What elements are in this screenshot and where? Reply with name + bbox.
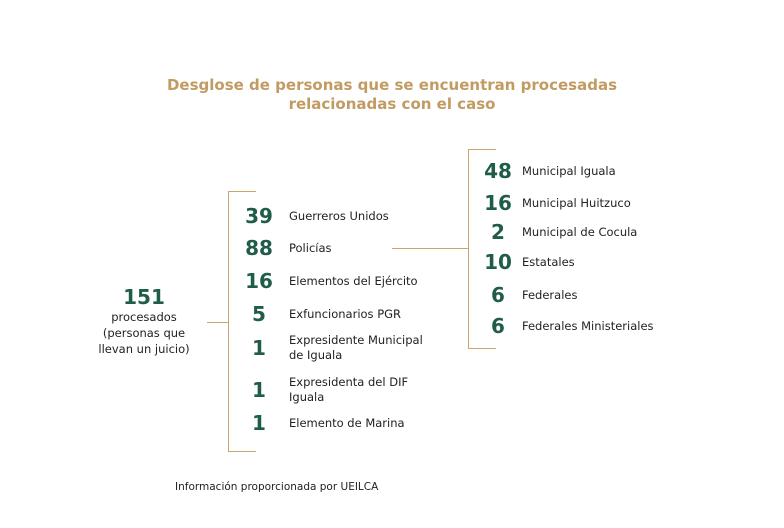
police-item <box>480 251 575 273</box>
group-item <box>236 412 405 434</box>
group-item <box>236 270 418 292</box>
group-label: Guerreros Unidos <box>289 208 389 223</box>
group-number: 88 <box>245 236 273 260</box>
police-number: 16 <box>484 191 512 215</box>
left-bracket-top <box>228 191 256 192</box>
total-desc-line-3: llevan un juicio) <box>98 342 190 356</box>
total-desc-line-1: procesados <box>111 310 177 324</box>
police-label: Municipal Huitzuco <box>522 195 631 210</box>
title-line-1: Desglose de personas que se encuentran procesadas <box>166 76 618 94</box>
group-label: Elementos del Ejército <box>289 273 418 288</box>
group-item <box>236 303 401 325</box>
police-item <box>480 284 577 306</box>
police-item <box>480 192 631 214</box>
source-footer: Información proporcionada por UEILCA <box>175 481 379 493</box>
group-label: Elemento de Marina <box>289 415 405 430</box>
group-item <box>236 333 423 363</box>
right-bracket-bottom <box>468 348 496 349</box>
right-bracket-vertical <box>468 149 469 348</box>
total-number: 151 <box>123 285 165 309</box>
police-label: Estatales <box>522 254 575 269</box>
police-label: Municipal de Cocula <box>522 224 638 239</box>
group-label <box>289 375 408 405</box>
police-connector <box>392 248 469 249</box>
right-bracket-top <box>468 149 496 150</box>
group-item <box>236 375 408 405</box>
group-label-line-1: Expresidente Municipal <box>289 333 423 347</box>
title-line-2: relacionadas con el caso <box>288 95 496 113</box>
group-label: Exfuncionarios PGR <box>289 306 402 321</box>
group-number: 5 <box>252 302 266 326</box>
group-label-line-1: Expresidenta del DIF <box>289 375 409 389</box>
group-number: 1 <box>252 378 266 402</box>
police-item <box>480 160 616 182</box>
police-label: Federales <box>522 287 578 302</box>
total-connector <box>207 322 229 323</box>
police-number: 6 <box>491 283 505 307</box>
police-label: Federales Ministeriales <box>522 318 654 333</box>
police-number: 2 <box>491 220 505 244</box>
group-label <box>289 333 423 363</box>
police-item <box>480 315 654 337</box>
group-number: 39 <box>245 204 273 228</box>
police-item <box>480 221 637 243</box>
police-number: 6 <box>491 314 505 338</box>
group-label-line-2: de Iguala <box>289 348 343 362</box>
group-label-line-2: Iguala <box>289 390 325 404</box>
group-item <box>236 237 332 259</box>
police-number: 48 <box>484 159 512 183</box>
left-bracket-bottom <box>228 451 256 452</box>
left-bracket-vertical <box>228 191 229 452</box>
diagram-title <box>0 76 784 114</box>
police-label: Municipal Iguala <box>522 163 616 178</box>
group-number: 1 <box>252 411 266 435</box>
group-item <box>236 205 389 227</box>
total-processed <box>74 285 214 357</box>
group-label: Policías <box>289 240 332 255</box>
police-number: 10 <box>484 250 512 274</box>
total-desc-line-2: (personas que <box>102 326 186 340</box>
group-number: 1 <box>252 336 266 360</box>
group-number: 16 <box>245 269 273 293</box>
